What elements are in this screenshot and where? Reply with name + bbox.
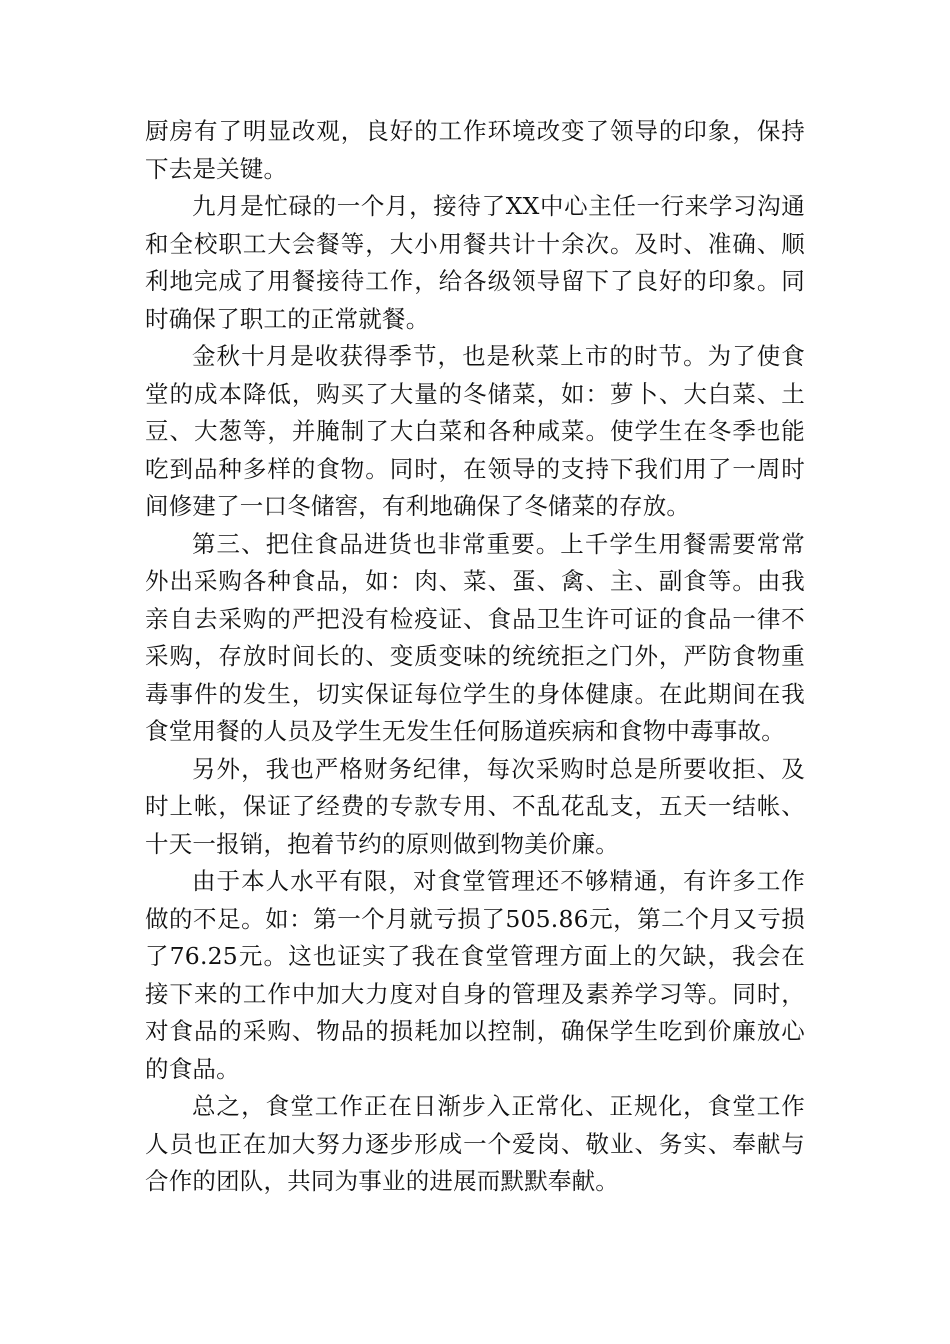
paragraph-shortcomings: 由于本人水平有限，对食堂管理还不够精通，有许多工作做的不足。如：第一个月就亏损了505.86元，第二个月又亏损了76.25元。这也证实了我在食堂管理方面上的欠缺，我会在接下来的工作中加大力度对自身的管理及素养学习等。同时，对食品的采购、物品的损耗加以控制，确保学生吃到价廉放心的食品。 (145, 867, 805, 1083)
paragraph-september: 九月是忙碌的一个月，接待了XX中心主任一行来学习沟通和全校职工大会餐等，大小用餐共计十余次。及时、准确、顺利地完成了用餐接待工作，给各级领导留下了良好的印象。同时确保了职工的正常就餐。 (145, 192, 805, 333)
paragraph-conclusion: 总之，食堂工作正在日渐步入正常化、正规化，食堂工作人员也正在加大努力逐步形成一个爱岗、敬业、务实、奉献与合作的团队，共同为事业的进展而默默奉献。 (145, 1092, 805, 1195)
paragraph-kitchen-improvement: 厨房有了明显改观，良好的工作环境改变了领导的印象，保持下去是关键。 (145, 117, 805, 183)
paragraph-october: 金秋十月是收获得季节，也是秋菜上市的时节。为了使食堂的成本降低，购买了大量的冬储菜，如：萝卜、大白菜、土豆、大葱等，并腌制了大白菜和各种咸菜。使学生在冬季也能吃到品种多样的食物。同时，在领导的支持下我们用了一周时间修建了一口冬储窖，有利地确保了冬储菜的存放。 (145, 342, 805, 520)
document-body (145, 113, 805, 1201)
paragraph-finance: 另外，我也严格财务纪律，每次采购时总是所要收拒、及时上帐，保证了经费的专款专用、不乱花乱支，五天一结帐、十天一报销，抱着节约的原则做到物美价廉。 (145, 754, 805, 858)
paragraph-food-purchasing: 第三、把住食品进货也非常重要。上千学生用餐需要常常外出采购各种食品，如：肉、菜、蛋、禽、主、副食等。由我亲自去采购的严把没有检疫证、食品卫生许可证的食品一律不采购，存放时间长的、变质变味的统统拒之门外，严防食物重毒事件的发生，切实保证每位学生的身体健康。在此期间在我食堂用餐的人员及学生无发生任何肠道疾病和食物中毒事故。 (145, 529, 805, 745)
